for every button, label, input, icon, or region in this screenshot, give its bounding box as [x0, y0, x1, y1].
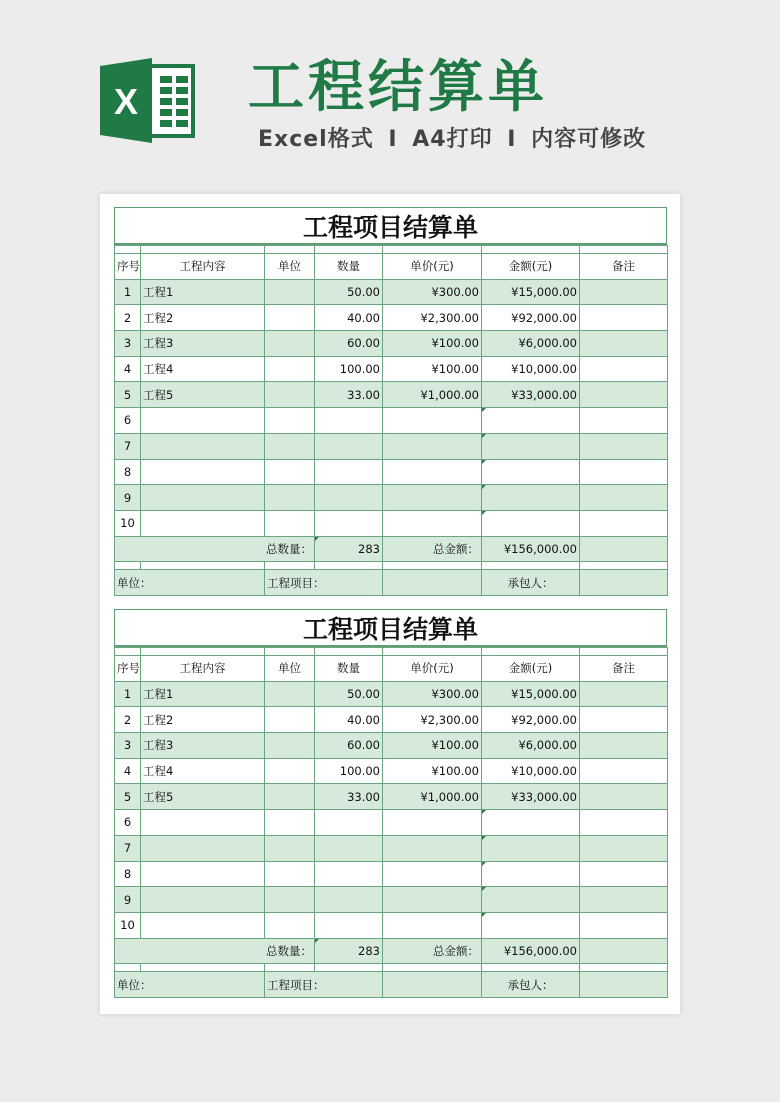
- row-number-cell[interactable]: 6: [115, 810, 141, 836]
- row-number-cell[interactable]: 10: [115, 912, 141, 938]
- row-number-cell[interactable]: 6: [115, 408, 141, 434]
- column-header: 单价(元): [383, 254, 482, 280]
- price-cell[interactable]: [383, 408, 482, 434]
- spacer-cell: [115, 246, 141, 254]
- table-row: [115, 810, 668, 836]
- total-note-cell[interactable]: [580, 938, 668, 964]
- amount-cell[interactable]: ¥15,000.00: [482, 279, 580, 305]
- column-header: 备注: [580, 254, 668, 280]
- sheet-title: 工程项目结算单: [114, 609, 667, 647]
- spacer-cell: [315, 964, 383, 972]
- column-header: 工程内容: [141, 254, 265, 280]
- unit-cell[interactable]: [265, 861, 315, 887]
- unit-cell[interactable]: [265, 810, 315, 836]
- contractor-value-cell[interactable]: [580, 972, 668, 998]
- price-cell[interactable]: ¥2,300.00: [383, 305, 482, 331]
- settlement-sheet-2: [114, 609, 667, 998]
- spacer-cell: [315, 562, 383, 570]
- table-row: [115, 408, 668, 434]
- spacer-cell: [580, 648, 668, 656]
- amount-cell[interactable]: ¥33,000.00: [482, 784, 580, 810]
- contractor-label: 承包人：: [482, 570, 580, 596]
- amount-cell[interactable]: [482, 433, 580, 459]
- row-number-cell[interactable]: 5: [115, 382, 141, 408]
- table-row: [115, 835, 668, 861]
- unit-cell[interactable]: [265, 887, 315, 913]
- quantity-cell[interactable]: 50.00: [315, 279, 383, 305]
- total-quantity-value[interactable]: 283: [315, 938, 383, 964]
- price-cell[interactable]: ¥100.00: [383, 733, 482, 759]
- note-cell[interactable]: [580, 681, 668, 707]
- quantity-cell[interactable]: [315, 861, 383, 887]
- quantity-cell[interactable]: [315, 510, 383, 536]
- unit-cell[interactable]: [265, 433, 315, 459]
- spacer-cell: [383, 562, 482, 570]
- unit-cell[interactable]: [265, 784, 315, 810]
- spacer-cell: [141, 964, 265, 972]
- column-header: 工程内容: [141, 656, 265, 682]
- content-cell[interactable]: [141, 485, 265, 511]
- table-row: [115, 485, 668, 511]
- header-row: [115, 656, 668, 682]
- page-title: 工程结算单: [248, 55, 548, 120]
- spacer-cell: [383, 246, 482, 254]
- contractor-label: 承包人：: [482, 972, 580, 998]
- table-row: [115, 510, 668, 536]
- price-cell[interactable]: ¥100.00: [383, 758, 482, 784]
- column-header: 单价(元): [383, 656, 482, 682]
- total-amount-value[interactable]: ¥156,000.00: [482, 938, 580, 964]
- total-row: [115, 938, 668, 964]
- amount-cell[interactable]: ¥92,000.00: [482, 707, 580, 733]
- unit-cell[interactable]: [265, 510, 315, 536]
- total-quantity-label: 总数量：: [115, 938, 315, 964]
- spacer-cell: [115, 562, 141, 570]
- price-cell[interactable]: ¥100.00: [383, 356, 482, 382]
- content-cell[interactable]: [141, 861, 265, 887]
- quantity-cell[interactable]: 33.00: [315, 382, 383, 408]
- spacer-cell: [482, 246, 580, 254]
- unit-cell[interactable]: [265, 758, 315, 784]
- column-header: 金额(元): [482, 254, 580, 280]
- unit-cell[interactable]: [265, 912, 315, 938]
- amount-cell[interactable]: ¥15,000.00: [482, 681, 580, 707]
- note-cell[interactable]: [580, 279, 668, 305]
- table-row: [115, 733, 668, 759]
- price-cell[interactable]: [383, 810, 482, 836]
- total-amount-value[interactable]: ¥156,000.00: [482, 536, 580, 562]
- quantity-cell[interactable]: 100.00: [315, 356, 383, 382]
- table-row: [115, 784, 668, 810]
- unit-cell[interactable]: [265, 408, 315, 434]
- table-row: [115, 279, 668, 305]
- spacer-cell: [482, 964, 580, 972]
- note-cell[interactable]: [580, 408, 668, 434]
- row-number-cell[interactable]: 4: [115, 758, 141, 784]
- amount-cell[interactable]: ¥33,000.00: [482, 382, 580, 408]
- unit-cell[interactable]: [265, 331, 315, 357]
- row-number-cell[interactable]: 9: [115, 887, 141, 913]
- column-header: 单位: [265, 656, 315, 682]
- note-cell[interactable]: [580, 433, 668, 459]
- row-number-cell[interactable]: 5: [115, 784, 141, 810]
- content-cell[interactable]: 工程2: [141, 305, 265, 331]
- content-cell[interactable]: 工程5: [141, 784, 265, 810]
- row-number-cell[interactable]: 7: [115, 433, 141, 459]
- unit-cell[interactable]: [265, 305, 315, 331]
- note-cell[interactable]: [580, 733, 668, 759]
- content-cell[interactable]: [141, 510, 265, 536]
- unit-cell[interactable]: [265, 733, 315, 759]
- contractor-value-cell[interactable]: [580, 570, 668, 596]
- quantity-cell[interactable]: [315, 887, 383, 913]
- spacer-cell: [115, 964, 141, 972]
- note-cell[interactable]: [580, 887, 668, 913]
- content-cell[interactable]: 工程3: [141, 733, 265, 759]
- unit-label: 单位：: [115, 972, 265, 998]
- spacer-cell: [383, 648, 482, 656]
- note-cell[interactable]: [580, 382, 668, 408]
- amount-cell[interactable]: ¥10,000.00: [482, 758, 580, 784]
- row-number-cell[interactable]: 3: [115, 733, 141, 759]
- amount-cell[interactable]: [482, 510, 580, 536]
- quantity-cell[interactable]: [315, 433, 383, 459]
- content-cell[interactable]: 工程4: [141, 758, 265, 784]
- price-cell[interactable]: [383, 861, 482, 887]
- header-banner: [0, 0, 780, 190]
- spacer-cell: [315, 648, 383, 656]
- note-cell[interactable]: [580, 331, 668, 357]
- spacer-cell: [383, 964, 482, 972]
- spacer-cell: [115, 648, 141, 656]
- column-header: 单位: [265, 254, 315, 280]
- spacer-cell: [265, 648, 315, 656]
- amount-cell[interactable]: [482, 485, 580, 511]
- note-cell[interactable]: [580, 912, 668, 938]
- amount-cell[interactable]: [482, 861, 580, 887]
- price-cell[interactable]: [383, 912, 482, 938]
- table-row: [115, 912, 668, 938]
- content-cell[interactable]: [141, 887, 265, 913]
- unit-cell[interactable]: [265, 681, 315, 707]
- row-number-cell[interactable]: 4: [115, 356, 141, 382]
- spacer-cell: [580, 246, 668, 254]
- table-row: [115, 433, 668, 459]
- spacer-cell: [580, 964, 668, 972]
- table-row: [115, 681, 668, 707]
- note-cell[interactable]: [580, 707, 668, 733]
- unit-cell[interactable]: [265, 707, 315, 733]
- note-cell[interactable]: [580, 305, 668, 331]
- note-cell[interactable]: [580, 810, 668, 836]
- table-row: [115, 861, 668, 887]
- row-number-cell[interactable]: 8: [115, 459, 141, 485]
- price-cell[interactable]: [383, 485, 482, 511]
- note-cell[interactable]: [580, 758, 668, 784]
- table-row: [115, 459, 668, 485]
- settlement-table: [114, 245, 668, 596]
- signature-row: [115, 570, 668, 596]
- quantity-cell[interactable]: [315, 485, 383, 511]
- content-cell[interactable]: 工程1: [141, 279, 265, 305]
- amount-cell[interactable]: [482, 887, 580, 913]
- total-amount-label: 总金额：: [383, 536, 482, 562]
- amount-cell[interactable]: ¥92,000.00: [482, 305, 580, 331]
- subtitle-format: Excel格式: [258, 127, 374, 152]
- price-cell[interactable]: [383, 459, 482, 485]
- column-header: 数量: [315, 254, 383, 280]
- subtitle-editable: 内容可修改: [531, 127, 647, 152]
- note-cell[interactable]: [580, 485, 668, 511]
- note-cell[interactable]: [580, 835, 668, 861]
- content-cell[interactable]: [141, 912, 265, 938]
- row-number-cell[interactable]: 2: [115, 707, 141, 733]
- unit-cell[interactable]: [265, 356, 315, 382]
- column-header: 序号: [115, 656, 141, 682]
- quantity-cell[interactable]: 60.00: [315, 331, 383, 357]
- row-number-cell[interactable]: 8: [115, 861, 141, 887]
- project-label: 工程项目：: [265, 570, 383, 596]
- row-number-cell[interactable]: 2: [115, 305, 141, 331]
- quantity-cell[interactable]: [315, 459, 383, 485]
- quantity-cell[interactable]: 50.00: [315, 681, 383, 707]
- table-row: [115, 356, 668, 382]
- header-row: [115, 254, 668, 280]
- spacer-cell: [141, 246, 265, 254]
- quantity-cell[interactable]: [315, 912, 383, 938]
- settlement-sheet-1: [114, 207, 667, 596]
- row-number-cell[interactable]: 1: [115, 681, 141, 707]
- unit-cell[interactable]: [265, 279, 315, 305]
- table-row: [115, 305, 668, 331]
- unit-label: 单位：: [115, 570, 265, 596]
- content-cell[interactable]: 工程5: [141, 382, 265, 408]
- row-number-cell[interactable]: 9: [115, 485, 141, 511]
- excel-logo-icon: [100, 58, 197, 143]
- spacer-cell: [482, 648, 580, 656]
- project-label: 工程项目：: [265, 972, 383, 998]
- column-header: 金额(元): [482, 656, 580, 682]
- spacer-cell: [265, 964, 315, 972]
- content-cell[interactable]: 工程3: [141, 331, 265, 357]
- content-cell[interactable]: [141, 810, 265, 836]
- price-cell[interactable]: [383, 835, 482, 861]
- subtitle-separator: I: [507, 127, 517, 152]
- signature-blank-cell[interactable]: [383, 570, 482, 596]
- unit-cell[interactable]: [265, 485, 315, 511]
- content-cell[interactable]: 工程1: [141, 681, 265, 707]
- logo-letter: X: [113, 81, 139, 122]
- quantity-cell[interactable]: 40.00: [315, 305, 383, 331]
- unit-cell[interactable]: [265, 382, 315, 408]
- total-note-cell[interactable]: [580, 536, 668, 562]
- amount-cell[interactable]: [482, 810, 580, 836]
- table-row: [115, 707, 668, 733]
- row-number-cell[interactable]: 3: [115, 331, 141, 357]
- spacer-cell: [482, 562, 580, 570]
- subtitle-print: A4打印: [412, 127, 493, 152]
- quantity-cell[interactable]: [315, 810, 383, 836]
- column-header: 序号: [115, 254, 141, 280]
- note-cell[interactable]: [580, 510, 668, 536]
- row-number-cell[interactable]: 10: [115, 510, 141, 536]
- subtitle-separator: I: [388, 127, 398, 152]
- total-amount-label: 总金额：: [383, 938, 482, 964]
- settlement-table: [114, 647, 668, 998]
- row-number-cell[interactable]: 1: [115, 279, 141, 305]
- price-cell[interactable]: ¥100.00: [383, 331, 482, 357]
- table-row: [115, 331, 668, 357]
- table-row: [115, 887, 668, 913]
- total-quantity-label: 总数量：: [115, 536, 315, 562]
- column-header: 备注: [580, 656, 668, 682]
- unit-cell[interactable]: [265, 459, 315, 485]
- sheet-title: 工程项目结算单: [114, 207, 667, 245]
- unit-cell[interactable]: [265, 835, 315, 861]
- price-cell[interactable]: ¥1,000.00: [383, 784, 482, 810]
- price-cell[interactable]: ¥1,000.00: [383, 382, 482, 408]
- content-cell[interactable]: [141, 459, 265, 485]
- quantity-cell[interactable]: [315, 408, 383, 434]
- price-cell[interactable]: ¥2,300.00: [383, 707, 482, 733]
- content-cell[interactable]: [141, 408, 265, 434]
- price-cell[interactable]: [383, 887, 482, 913]
- quantity-cell[interactable]: 33.00: [315, 784, 383, 810]
- column-header: 数量: [315, 656, 383, 682]
- content-cell[interactable]: [141, 433, 265, 459]
- total-row: [115, 536, 668, 562]
- price-cell[interactable]: ¥300.00: [383, 279, 482, 305]
- amount-cell[interactable]: [482, 835, 580, 861]
- spacer-cell: [141, 562, 265, 570]
- signature-row: [115, 972, 668, 998]
- spacer-cell: [265, 246, 315, 254]
- price-cell[interactable]: [383, 510, 482, 536]
- total-quantity-value[interactable]: 283: [315, 536, 383, 562]
- price-cell[interactable]: [383, 433, 482, 459]
- table-row: [115, 758, 668, 784]
- amount-cell[interactable]: [482, 912, 580, 938]
- table-row: [115, 382, 668, 408]
- content-cell[interactable]: 工程2: [141, 707, 265, 733]
- spacer-cell: [141, 648, 265, 656]
- content-cell[interactable]: 工程4: [141, 356, 265, 382]
- amount-cell[interactable]: ¥6,000.00: [482, 331, 580, 357]
- amount-cell[interactable]: ¥6,000.00: [482, 733, 580, 759]
- amount-cell[interactable]: ¥10,000.00: [482, 356, 580, 382]
- note-cell[interactable]: [580, 861, 668, 887]
- quantity-cell[interactable]: [315, 835, 383, 861]
- signature-blank-cell[interactable]: [383, 972, 482, 998]
- quantity-cell[interactable]: 60.00: [315, 733, 383, 759]
- amount-cell[interactable]: [482, 408, 580, 434]
- note-cell[interactable]: [580, 459, 668, 485]
- note-cell[interactable]: [580, 784, 668, 810]
- quantity-cell[interactable]: 40.00: [315, 707, 383, 733]
- row-number-cell[interactable]: 7: [115, 835, 141, 861]
- spacer-cell: [265, 562, 315, 570]
- note-cell[interactable]: [580, 356, 668, 382]
- content-cell[interactable]: [141, 835, 265, 861]
- price-cell[interactable]: ¥300.00: [383, 681, 482, 707]
- page-subtitle: [258, 126, 646, 154]
- quantity-cell[interactable]: 100.00: [315, 758, 383, 784]
- spacer-cell: [315, 246, 383, 254]
- amount-cell[interactable]: [482, 459, 580, 485]
- spacer-cell: [580, 562, 668, 570]
